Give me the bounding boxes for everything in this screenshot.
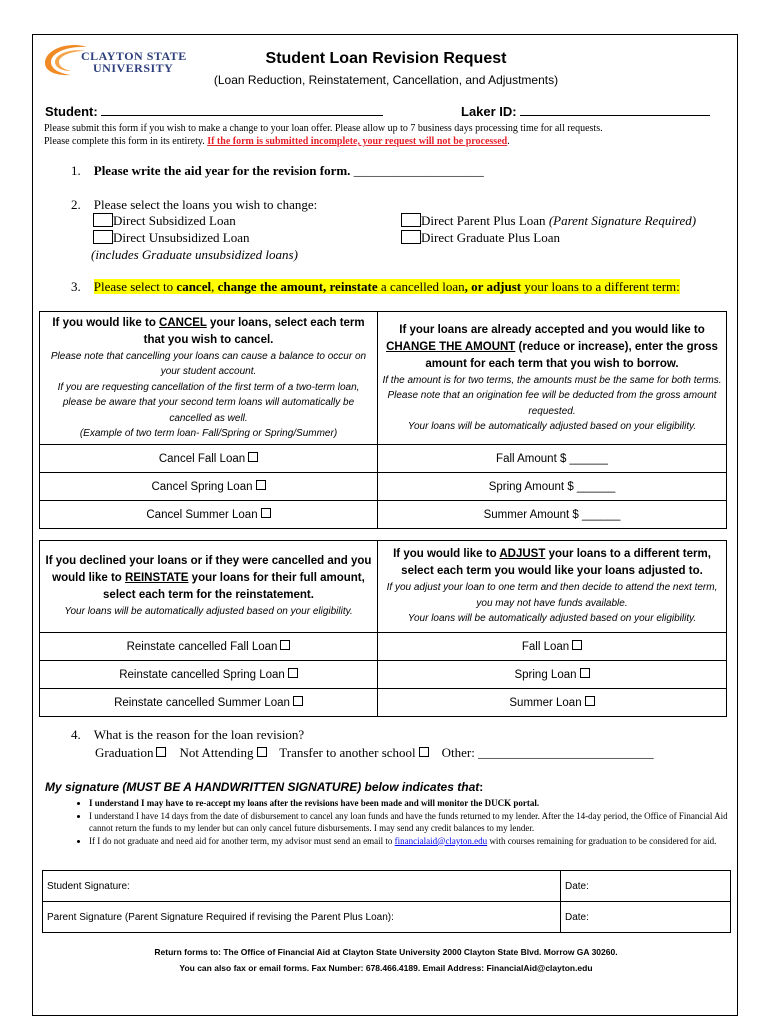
reinstate-spring-cell[interactable] [40,661,378,689]
adjust-spring-label: Spring Loan [514,669,577,681]
table-row [40,633,727,661]
table-row [40,689,727,717]
laker-id-blank[interactable] [520,103,710,116]
adjust-spring-cell[interactable] [378,661,727,689]
adjust-fall-label: Fall Loan [521,641,570,653]
reason-not-attending[interactable] [179,745,266,760]
parent-date-field[interactable]: Date: [561,902,731,933]
q4-text: What is the reason for the loan revision? [93,727,305,742]
q3-adjust: adjust [486,279,522,294]
subsidized-label: Direct Subsidized Loan [113,213,236,228]
reinstate-spring-label: Reinstate cancelled Spring Loan [119,669,285,681]
list-item: • I understand I have 14 days from the date of disbursement to cancel any loan funds and have the funds returned to my lender. After the 14-day period, the Office of Financial Aid cannot return the funds to my lender but can only cancel future disbursements. I may send any credit balances to my lender. [89,810,739,835]
q3-text [94,279,680,294]
reinstate-fall-checkbox[interactable] [280,640,290,650]
reason-transfer[interactable] [279,745,428,760]
question-1 [71,163,484,179]
reinstate-heading [43,553,374,604]
cancel-fall-checkbox[interactable] [248,452,258,462]
parent-plus-checkbox[interactable] [401,213,421,227]
reinstate-head-pre: If you declined your loans or if they were cancelled and you would like to [45,555,372,585]
q3-t8: your loans to a different term: [521,279,680,294]
adjust-head-pre: If you would like to [393,548,500,561]
intro-line2-prefix: Please complete this form in its entirety. [44,136,208,147]
logo-line2: UNIVERSITY [93,61,174,75]
form-title: Student Loan Revision Request [265,50,507,67]
reason-graduation[interactable] [95,745,166,760]
reinstate-fall-cell[interactable] [40,633,378,661]
signature-heading [45,780,483,794]
summer-amount-cell[interactable]: Summer Amount $ ______ [378,501,727,529]
reinstate-summer-label: Reinstate cancelled Summer Loan [114,697,290,709]
q3-t3: , [211,279,218,294]
student-label: Student: [45,104,98,119]
logo-line1: CLAYTON STATE [81,49,187,63]
not-attending-label: Not Attending [179,745,254,760]
signature-heading-colon: : [479,780,484,794]
question-4 [71,727,304,743]
adjust-summer-cell[interactable] [378,689,727,717]
q3-t6: , or [464,279,487,294]
opt-parent-plus[interactable] [401,213,696,229]
adjust-spring-checkbox[interactable] [580,668,590,678]
parent-plus-label: Direct Parent Plus Loan [421,213,549,228]
q3-number: 3. [71,279,81,294]
intro-line2-suffix: . [507,136,510,147]
reinstate-adjust-table [39,540,727,717]
reason-other[interactable]: Other: ___________________________ [441,745,654,760]
cancel-spring-cell[interactable] [40,473,378,501]
reason-options [95,745,654,761]
change-note-2: Please note that an origination fee will be deducted from the gross amount requested. [387,390,717,417]
change-head-pre: If your loans are already accepted and you would like to [399,323,705,336]
table-row [40,661,727,689]
cancel-note-2: If you are requesting cancellation of the first term of a two-term loan, please be aware that your second term loans will automatically be cancelled as well. [57,381,360,424]
student-signature-field[interactable]: Student Signature: [43,871,561,902]
q4-number: 4. [71,727,81,742]
q1-text: Please write the aid year for the revision form. [93,163,351,178]
q3-change-reinstate: change the amount, reinstate [217,279,378,294]
change-head-key: CHANGE THE AMOUNT [386,340,516,353]
cancel-fall-cell[interactable] [40,445,378,473]
unsubsidized-label: Direct Unsubsidized Loan [113,230,250,245]
signature-table [42,870,731,933]
financial-aid-email-link[interactable]: financialaid@clayton.edu [394,835,488,846]
adjust-note-2: Your loans will be automatically adjusted based on your eligibility. [407,613,697,625]
list-item: • I understand I may have to re-accept my loans after the revisions have been made and will monitor the DUCK portal. [89,797,739,810]
change-heading [381,322,723,373]
reinstate-spring-checkbox[interactable] [288,668,298,678]
adjust-fall-checkbox[interactable] [572,640,582,650]
aid-year-blank[interactable]: ____________________ [353,163,484,178]
cancel-heading [43,315,374,349]
table-row [40,473,727,501]
intro-text [44,122,734,148]
adjust-summer-label: Summer Loan [509,697,582,709]
cancel-head-key: CANCEL [159,316,207,329]
subsidized-checkbox[interactable] [93,213,113,227]
reinstate-header-cell [40,541,378,633]
opt-unsubsidized[interactable] [93,230,249,246]
change-note-1: If the amount is for two terms, the amounts must be the same for both terms. [382,374,722,386]
reinstate-note: Your loans will be automatically adjusted based on your eligibility. [64,606,353,618]
b3-pre: If I do not graduate and need aid for another term, my advisor must send an email to [89,835,395,846]
cancel-spring-label: Cancel Spring Loan [151,481,253,493]
table-row [40,501,727,529]
change-note-3: Your loans will be automatically adjusted based on your eligibility. [407,421,697,432]
list-item [89,835,739,848]
reinstate-summer-checkbox[interactable] [293,696,303,706]
transfer-label: Transfer to another school [279,745,416,760]
cancel-head-post: your loans, select each term that you wish to cancel. [143,316,365,346]
graduation-label: Graduation [95,745,154,760]
grad-plus-label: Direct Graduate Plus Loan [421,230,560,245]
parent-plus-note: (Parent Signature Required) [548,213,697,228]
q2-number: 2. [71,197,81,212]
laker-id-field [461,103,710,119]
student-field [45,103,383,119]
opt-subsidized[interactable] [93,213,236,229]
laker-id-label: Laker ID: [461,104,517,119]
reinstate-head-post: your loans for their full amount, select each term for the reinstatement. [103,572,365,602]
cancel-note-1: Please note that cancelling your loans can cause a balance to occur on your student account. [50,350,367,377]
adjust-heading [381,546,723,580]
cancel-note-3: (Example of two term loan- Fall/Spring or Spring/Summer) [79,428,338,439]
parent-signature-field[interactable]: Parent Signature (Parent Signature Required if revising the Parent Plus Loan): [43,902,561,933]
b3-post: with courses remaining for graduation to be considered for aid. [487,835,717,846]
form-subtitle: (Loan Reduction, Reinstatement, Cancellation, and Adjustments) [213,73,559,87]
reinstate-fall-label: Reinstate cancelled Fall Loan [126,641,278,653]
cancel-fall-label: Cancel Fall Loan [158,453,246,465]
footer-contact: You can also fax or email forms. Fax Number: 678.466.4189. Email Address: FinancialAid@clayton.edu [179,963,593,973]
question-3 [71,279,680,295]
change-header-cell [378,312,727,445]
cancel-head-pre: If you would like to [52,316,160,329]
cancel-summer-checkbox[interactable] [261,508,271,518]
adjust-header-cell [378,541,727,633]
student-date-field[interactable]: Date: [561,871,731,902]
fall-amount-cell[interactable]: Fall Amount $ ______ [378,445,727,473]
footer-return-address: Return forms to: The Office of Financial Aid at Clayton State University 2000 Clayton State Blvd. Morrow GA 30260. [154,947,618,957]
not-attending-checkbox[interactable] [257,747,267,757]
q3-t1: Please select to [93,279,177,294]
change-head-post: (reduce or increase), enter the gross amount for each term that you wish to borrow. [425,340,718,370]
q3-cancel: cancel [176,279,212,294]
question-2 [71,197,317,213]
grad-plus-checkbox[interactable] [401,230,421,244]
reinstate-head-key: REINSTATE [125,572,189,585]
adjust-head-key: ADJUST [499,548,546,561]
adjust-fall-cell[interactable] [378,633,727,661]
acknowledgement-list [69,797,739,847]
q2-text: Please select the loans you wish to change: [93,197,318,212]
spring-amount-cell[interactable]: Spring Amount $ ______ [378,473,727,501]
student-name-blank[interactable] [101,103,383,116]
cancel-change-table [39,311,727,529]
intro-line2 [44,135,734,148]
form-page [32,34,738,1016]
incomplete-warning: If the form is submitted incomplete, your request will not be processed [207,136,508,147]
q3-t5: a cancelled loan [377,279,465,294]
adjust-head-post: your loans to a different term, select each term you would like your loans adjusted to. [401,548,711,578]
unsubsidized-note: (includes Graduate unsubsidized loans) [91,247,298,262]
q1-number: 1. [71,163,81,178]
intro-line1: Please submit this form if you wish to make a change to your loan offer. Please allow up to 7 business days processing time for all requests. [44,123,603,134]
cancel-spring-checkbox[interactable] [256,480,266,490]
cancel-summer-cell[interactable] [40,501,378,529]
cancel-summer-label: Cancel Summer Loan [146,509,258,521]
unsubsidized-checkbox[interactable] [93,230,113,244]
graduation-checkbox[interactable] [156,747,166,757]
transfer-checkbox[interactable] [419,747,429,757]
table-row [40,445,727,473]
cancel-header-cell [40,312,378,445]
adjust-note-1: If you adjust your loan to one term and then decide to attend the next term, you may not have funds available. [386,582,718,609]
signature-heading-text: My signature (MUST BE A HANDWRITTEN SIGNATURE) below indicates that [45,780,480,794]
reinstate-summer-cell[interactable] [40,689,378,717]
adjust-summer-checkbox[interactable] [585,696,595,706]
opt-grad-plus[interactable] [401,230,560,246]
